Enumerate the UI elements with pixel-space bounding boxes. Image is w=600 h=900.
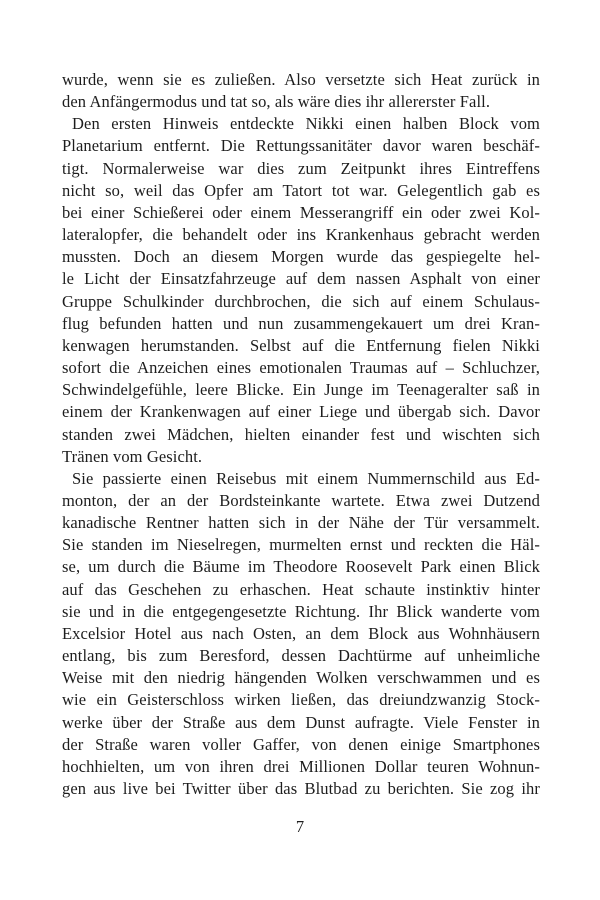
text-line: sofort die Anzeichen eines emotionalen Traumas auf – Schluchzer, xyxy=(62,358,540,378)
text-line: auf das Geschehen zu erhaschen. Heat schaute instinktiv hinter xyxy=(62,579,540,599)
text-line: gen aus live bei Twitter über das Blutbad zu berichten. Sie zog ihr xyxy=(62,779,540,798)
text-line: standen zwei Mädchen, hielten einander fest und wischten sich xyxy=(62,424,540,444)
text-line: kenwagen herumstanden. Selbst auf die Entfernung fielen Nikki xyxy=(62,335,540,355)
text-line: lateralopfer, die behandelt oder ins Krankenhaus gebracht werden xyxy=(62,225,540,245)
text-line: wurde, wenn sie es zuließen. Also versetzte sich Heat zurück in xyxy=(62,70,540,89)
text-line: werke über der Straße aus dem Dunst aufragte. Viele Fenster in xyxy=(62,712,540,732)
text-line: hochhielten, um von ihren drei Millionen Dollar teuren Wohnun- xyxy=(62,756,540,776)
text-line: Schwindelgefühle, leere Blicke. Ein Junge im Teenageralter saß in xyxy=(62,380,540,400)
paragraph xyxy=(62,69,540,113)
text-line: Gruppe Schulkinder durchbrochen, die sich auf einem Schulaus- xyxy=(62,291,540,311)
text-line: monton, der an der Bordsteinkante wartete. Etwa zwei Dutzend xyxy=(62,490,540,510)
text-line: se, um durch die Bäume im Theodore Roosevelt Park einen Blick xyxy=(62,557,540,577)
text-line: wie ein Geisterschloss wirken ließen, das dreiundzwanzig Stock- xyxy=(62,690,540,710)
paragraph xyxy=(62,113,540,468)
text-line: Excelsior Hotel aus nach Osten, an dem Block aus Wohnhäusern xyxy=(62,623,540,643)
text-line: mussten. Doch an diesem Morgen wurde das gespiegelte hel- xyxy=(62,247,540,267)
text-line: der Straße waren voller Gaffer, von denen einige Smartphones xyxy=(62,734,540,754)
text-line: Weise mit den niedrig hängenden Wolken verschwammen und es xyxy=(62,668,540,688)
text-line: sie und in die entgegengesetzte Richtung. Ihr Blick wanderte vom xyxy=(62,601,540,621)
paragraph xyxy=(62,468,540,800)
page-number: 7 xyxy=(295,817,305,836)
text-line: den Anfängermodus und tat so, als wäre dies ihr allererster Fall. xyxy=(62,92,491,112)
text-line: entlang, bis zum Beresford, dessen Dachtürme auf unheimliche xyxy=(62,646,540,666)
text-line: einem der Krankenwagen auf einer Liege und übergab sich. Davor xyxy=(62,402,540,422)
text-line: Sie passierte einen Reisebus mit einem Nummernschild aus Ed- xyxy=(72,468,540,488)
text-block xyxy=(62,69,540,800)
text-line: flug befunden hatten und nun zusammengekauert um drei Kran- xyxy=(62,313,540,333)
text-line: Planetarium entfernt. Die Rettungssanitäter davor waren beschäf- xyxy=(62,136,540,156)
text-line: Sie standen im Nieselregen, murmelten ernst und reckten die Häl- xyxy=(62,535,540,555)
text-line: bei einer Schießerei oder einem Messerangriff ein oder zwei Kol- xyxy=(62,202,540,222)
text-line: Tränen vom Gesicht. xyxy=(62,446,203,466)
text-line: nicht so, weil das Opfer am Tatort tot war. Gelegentlich gab es xyxy=(62,180,540,200)
text-line: tigt. Normalerweise war dies zum Zeitpunkt ihres Eintreffens xyxy=(62,158,540,178)
text-line: kanadische Rentner hatten sich in der Nähe der Tür versammelt. xyxy=(62,513,540,533)
text-line: le Licht der Einsatzfahrzeuge auf dem nassen Asphalt von einer xyxy=(62,269,540,289)
text-line: Den ersten Hinweis entdeckte Nikki einen halben Block vom xyxy=(72,114,540,134)
